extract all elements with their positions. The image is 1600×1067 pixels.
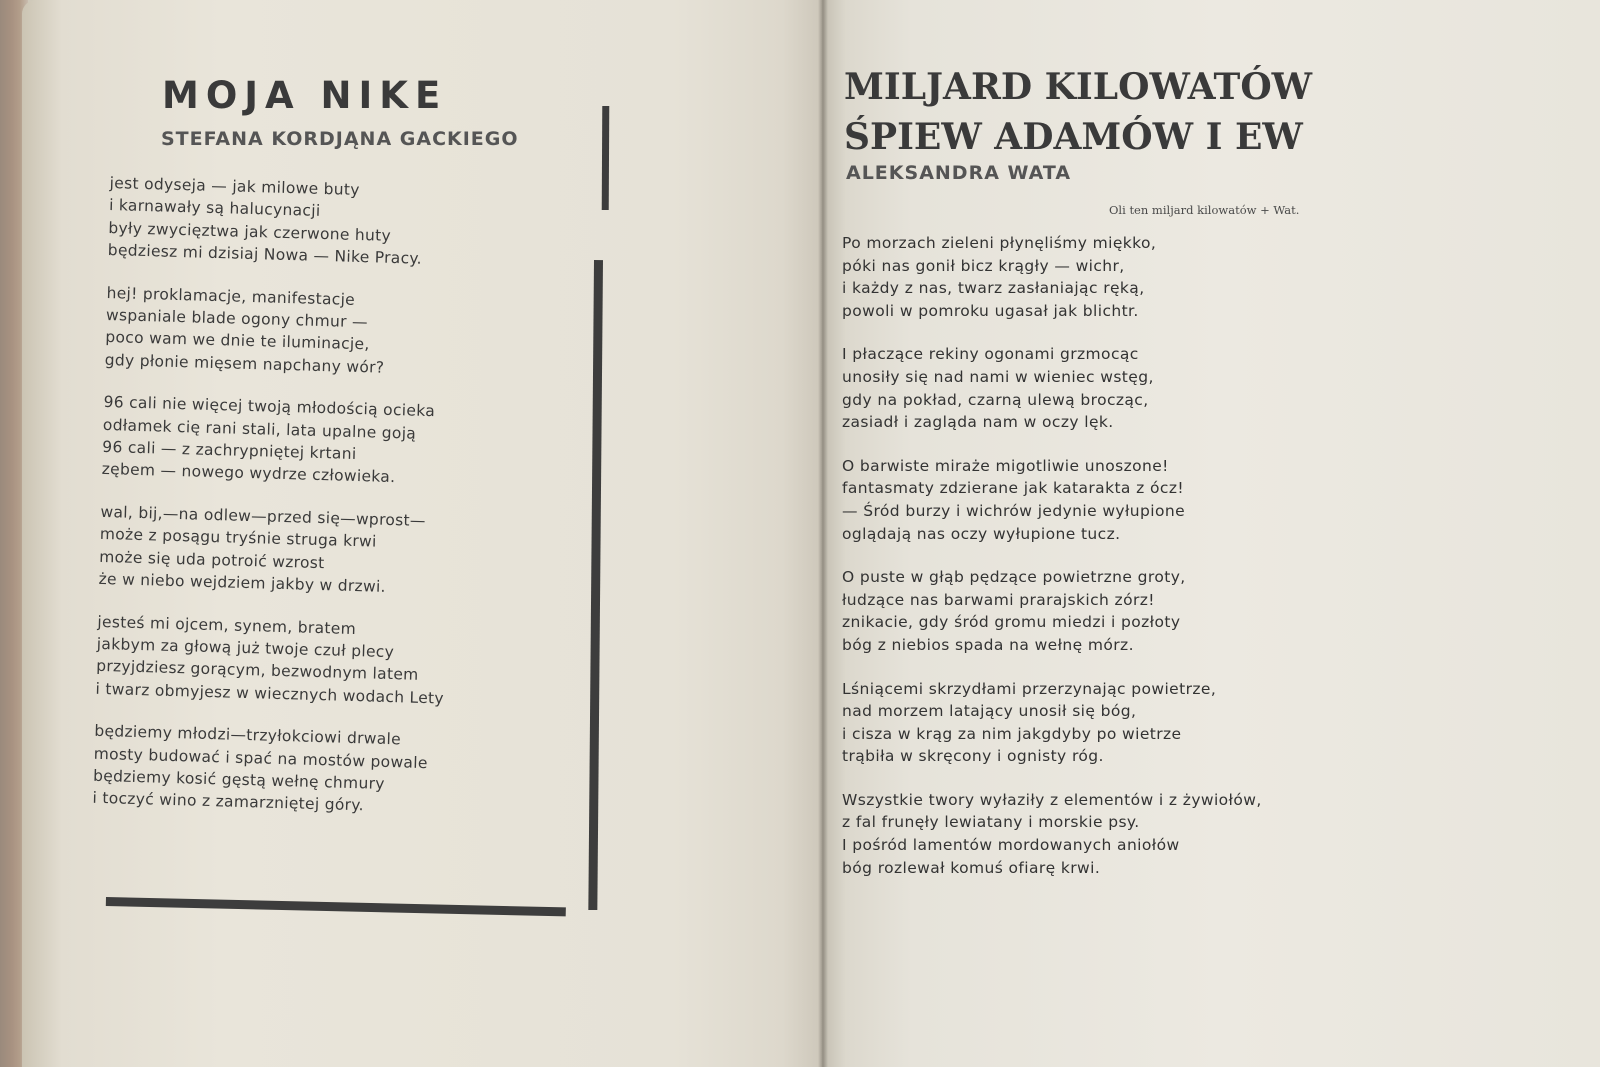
poem-line: i cisza w krąg za nim jakgdyby po wietrze xyxy=(842,724,1182,743)
poem-line: oglądają nas oczy wyłupione tucz. xyxy=(842,524,1121,543)
left-poem-body xyxy=(92,172,540,841)
poem-line: fantasmaty zdzierane jak katarakta z ócz! xyxy=(842,479,1184,498)
poem-line: będziemy młodzi—trzyłokciowi drwale xyxy=(94,721,402,749)
poem-line: unosiły się nad nami w wieniec wstęg, xyxy=(842,367,1154,386)
right-poem-title-line: MILJARD KILOWATÓW xyxy=(844,66,1313,108)
poem-line: I pośród lamentów mordowanych aniołów xyxy=(842,836,1180,855)
stanza xyxy=(107,172,539,274)
right-poem-title-line: ŚPIEW ADAMÓW I EW xyxy=(844,116,1303,158)
poem-line: póki nas gonił bicz krągły — wichr, xyxy=(842,256,1125,275)
poem-line: może się uda potroić wzrost xyxy=(99,547,325,572)
epigraph: Oli ten miljard kilowatów + Wat. xyxy=(1109,203,1300,217)
left-poem-title: MOJA NIKE xyxy=(162,74,448,117)
left-poem-author: STEFANA KORDJĄNA GACKIEGO xyxy=(161,128,519,150)
poem-line: z fal frunęły lewiatany i morskie psy. xyxy=(842,813,1140,832)
poem-line: i twarz obmyjesz w wiecznych wodach Lety xyxy=(95,679,445,708)
poem-line: powoli w pomroku ugasał jak blichtr. xyxy=(842,301,1139,320)
stanza xyxy=(842,455,1362,545)
poem-line: nad morzem latający unosił się bóg, xyxy=(842,702,1137,721)
poem-line: gdy płonie mięsem napchany wór? xyxy=(104,350,385,377)
right-poem-author: ALEKSANDRA WATA xyxy=(846,162,1072,184)
stanza xyxy=(92,720,524,822)
poem-line: bóg rozlewał komuś ofiarę krwi. xyxy=(842,858,1101,877)
poem-line: zasiadł i zagląda nam w oczy lęk. xyxy=(842,413,1114,432)
poem-line: gdy na pokład, czarną ulewą brocząc, xyxy=(842,390,1149,409)
poem-line: i karnawały są halucynacji xyxy=(108,196,321,221)
poem-line: mosty budować i spać na mostów powale xyxy=(93,744,428,772)
stanza xyxy=(101,391,533,493)
poem-line: poco wam we dnie te iluminacje, xyxy=(105,328,370,354)
poem-line: może z posągu tryśnie struga krwi xyxy=(99,525,377,551)
right-poem-title xyxy=(844,62,1312,162)
poem-line: wal, bij,—na odlew—przed się—wprost— xyxy=(100,502,426,530)
stanza xyxy=(842,789,1362,879)
stanza xyxy=(842,566,1362,656)
open-book xyxy=(14,0,1600,1067)
poem-line: jesteś mi ojcem, synem, bratem xyxy=(97,612,357,638)
poem-line: przyjdziesz gorącym, bezwodnym latem xyxy=(95,657,419,685)
stanza xyxy=(104,282,536,384)
poem-line: były zwycięztwa jak czerwone huty xyxy=(108,218,392,245)
poem-line: 96 cali nie więcej twoją młodością ocieka xyxy=(103,393,436,421)
poem-line: 96 cali — z zachrypniętej krtani xyxy=(102,437,357,464)
stanza xyxy=(95,610,527,712)
right-poem-body xyxy=(842,232,1362,900)
poem-line: Wszystkie twory wyłaziły z elementów i z żywiołów, xyxy=(842,790,1262,809)
stanza xyxy=(842,343,1362,433)
poem-line: trąbiła w skręcony i ognisty róg. xyxy=(842,747,1104,766)
poem-line: jest odyseja — jak milowe buty xyxy=(109,173,361,199)
poem-line: będziesz mi dzisiaj Nowa — Nike Pracy. xyxy=(107,241,423,268)
poem-line: znikacie, gdy śród gromu miedzi i pozłoty xyxy=(842,613,1181,632)
poem-line: będziemy kosić gęstą wełnę chmury xyxy=(92,766,385,793)
stanza xyxy=(842,232,1362,322)
poem-line: bóg z niebios spada na wełnę mórz. xyxy=(842,635,1134,654)
poem-line: — Śród burzy i wichrów jedynie wyłupione xyxy=(842,501,1186,520)
poem-line: łudzące nas barwami prarajskich zórz! xyxy=(842,590,1155,609)
poem-line: O barwiste miraże migotliwie unoszone! xyxy=(842,456,1169,475)
poem-line: hej! proklamacje, manifestacje xyxy=(106,283,356,309)
poem-line: jakbym za głową już twoje czuł plecy xyxy=(96,634,395,662)
poem-line: wspaniale blade ogony chmur — xyxy=(105,305,369,332)
poem-line: Po morzach zieleni płynęliśmy miękko, xyxy=(842,234,1157,252)
poem-line: i toczyć wino z zamarzniętej góry. xyxy=(92,789,365,815)
poem-line: Lśniącemi skrzydłami przerzynając powietrze, xyxy=(842,679,1217,698)
poem-line: O puste w głąb pędzące powietrzne groty, xyxy=(842,568,1186,587)
frame-rule-top xyxy=(602,106,610,210)
book-gutter xyxy=(818,0,828,1067)
poem-line: I płaczące rekiny ogonami grzmocąc xyxy=(842,345,1139,364)
stanza xyxy=(98,501,530,603)
poem-line: zębem — nowego wydrze człowieka. xyxy=(101,460,396,487)
poem-line: odłamek cię rani stali, lata upalne goją xyxy=(102,415,417,443)
poem-line: i każdy z nas, twarz zasłaniając ręką, xyxy=(842,279,1145,298)
stanza xyxy=(842,678,1362,768)
poem-line: że w niebo wejdziem jakby w drzwi. xyxy=(98,569,387,596)
